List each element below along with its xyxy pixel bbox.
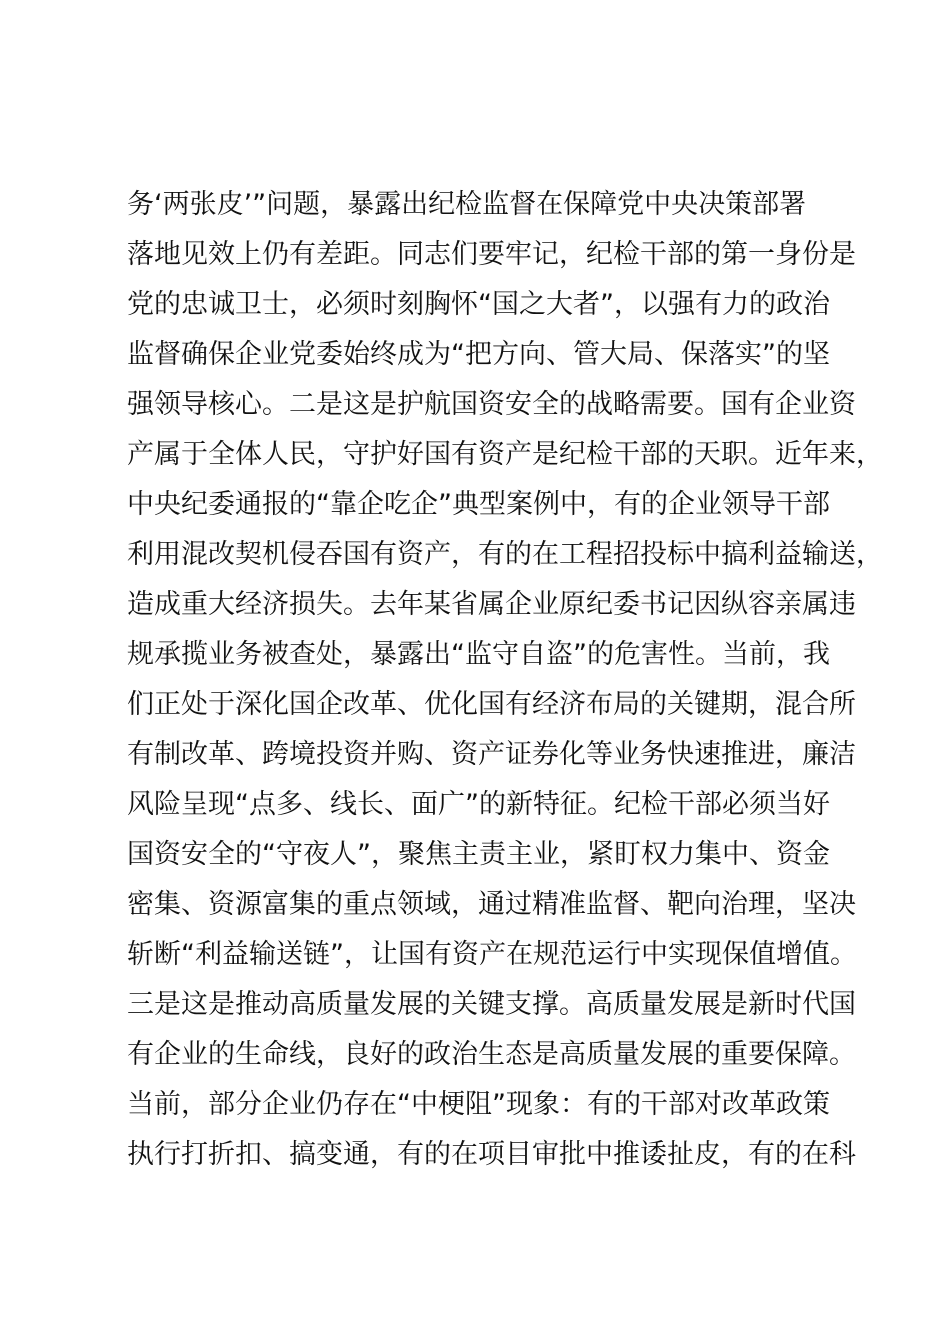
text-line: 造成重大经济损失。去年某省属企业原纪委书记因纵容亲属违 [127, 589, 856, 620]
text-line: 三是这是推动高质量发展的关键支撑。高质量发展是新时代国 [127, 989, 856, 1020]
text-line: 规承揽业务被查处，暴露出“监守自盗”的危害性。当前，我 [127, 639, 830, 670]
text-line: 产属于全体人民，守护好国有资产是纪检干部的天职。近年来， [127, 439, 883, 470]
text-line: 斩断“利益输送链”，让国有资产在规范运行中实现保值增值。 [127, 939, 857, 970]
text-line: 监督确保企业党委始终成为“把方向、管大局、保落实”的坚 [127, 339, 830, 370]
text-line: 强领导核心。二是这是护航国资安全的战略需要。国有企业资 [127, 389, 856, 420]
text-line: 们正处于深化国企改革、优化国有经济布局的关键期，混合所 [127, 689, 856, 720]
text-line: 有制改革、跨境投资并购、资产证券化等业务快速推进，廉洁 [127, 739, 856, 770]
text-line: 有企业的生命线，良好的政治生态是高质量发展的重要保障。 [127, 1039, 856, 1070]
text-line: 当前，部分企业仍存在“中梗阻”现象：有的干部对改革政策 [127, 1089, 830, 1120]
text-line: 党的忠诚卫士，必须时刻胸怀“国之大者”，以强有力的政治 [127, 289, 830, 320]
text-line: 执行打折扣、搞变通，有的在项目审批中推诿扯皮，有的在科 [127, 1139, 856, 1170]
text-line: 务‘两张皮’”问题，暴露出纪检监督在保障党中央决策部署 [127, 189, 807, 220]
body-text [127, 180, 883, 1180]
text-line: 落地见效上仍有差距。同志们要牢记，纪检干部的第一身份是 [127, 239, 856, 270]
text-line: 中央纪委通报的“靠企吃企”典型案例中，有的企业领导干部 [127, 489, 830, 520]
text-line: 国资安全的“守夜人”，聚焦主责主业，紧盯权力集中、资金 [127, 839, 830, 870]
text-line: 密集、资源富集的重点领域，通过精准监督、靶向治理，坚决 [127, 889, 856, 920]
text-line: 利用混改契机侵吞国有资产，有的在工程招投标中搞利益输送， [127, 539, 883, 570]
text-line: 风险呈现“点多、线长、面广”的新特征。纪检干部必须当好 [127, 789, 830, 820]
